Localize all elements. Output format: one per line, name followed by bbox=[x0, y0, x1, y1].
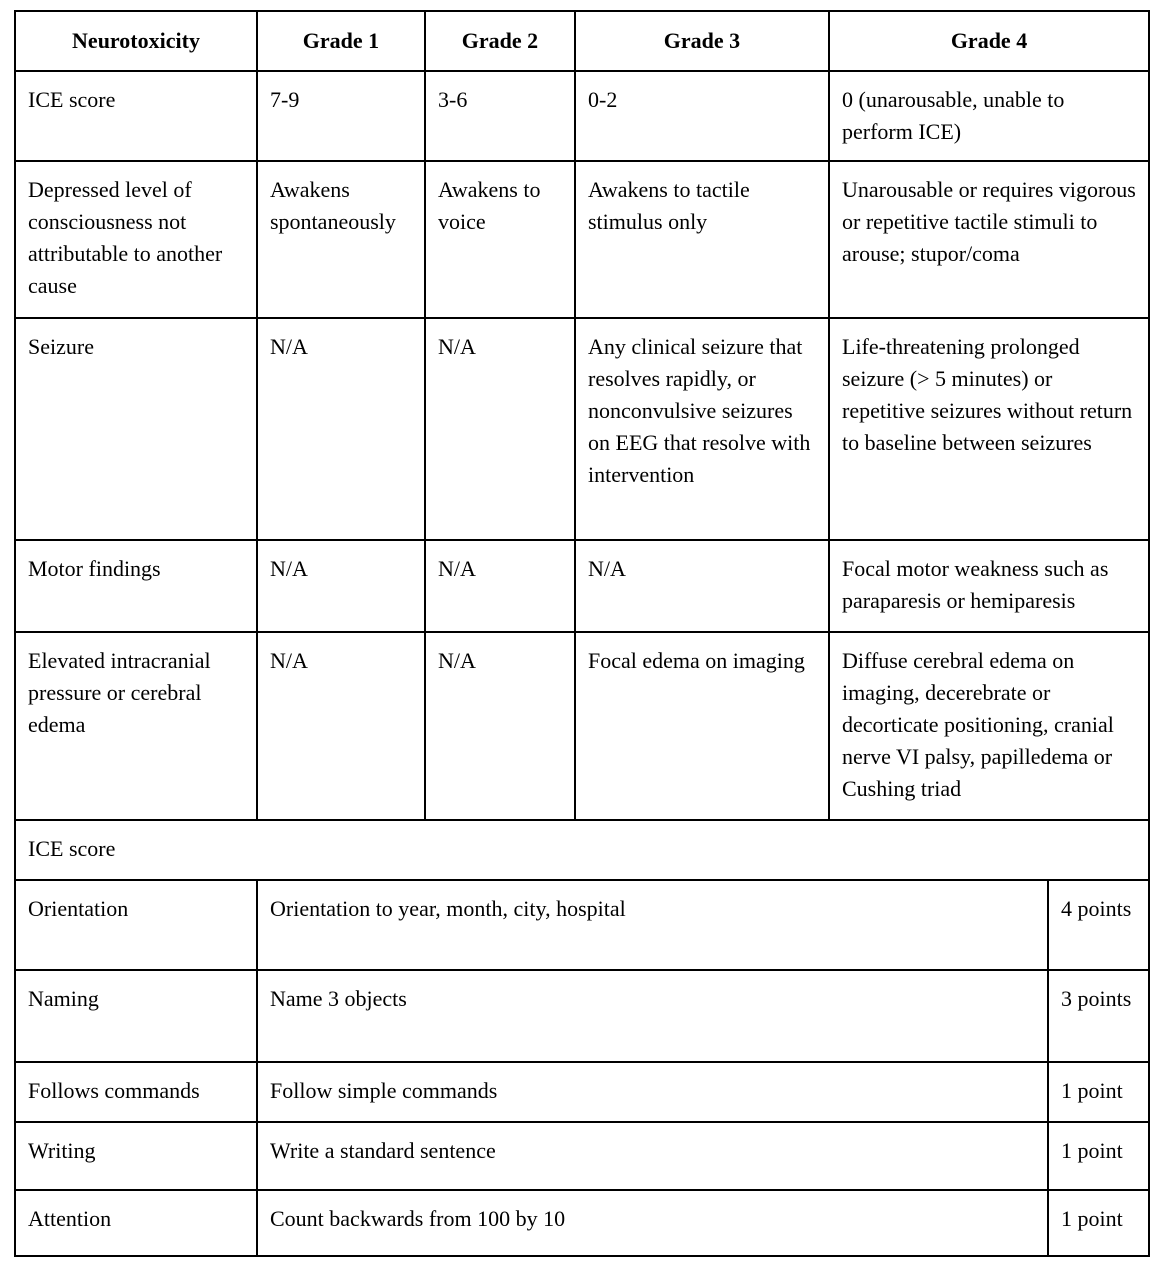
grade-4-cell: Life-threatening prolonged seizure (> 5 minutes) or repetitive seizures without return to baseline between seizures bbox=[829, 318, 1149, 540]
table-row bbox=[15, 1190, 1149, 1256]
grade-1-cell: N/A bbox=[257, 318, 425, 540]
ice-item-description: Orientation to year, month, city, hospital bbox=[257, 880, 1048, 970]
ice-item-points: 3 points bbox=[1048, 970, 1149, 1062]
grade-2-cell: 3-6 bbox=[425, 71, 575, 161]
ice-item-label: Naming bbox=[15, 970, 257, 1062]
grade-4-cell: 0 (unarousable, unable to perform ICE) bbox=[829, 71, 1149, 161]
grade-4-cell: Unarousable or requires vigorous or repetitive tactile stimuli to arouse; stupor/coma bbox=[829, 161, 1149, 318]
header-neurotoxicity: Neurotoxicity bbox=[15, 11, 257, 71]
grade-3-cell: Any clinical seizure that resolves rapidly, or nonconvulsive seizures on EEG that resolve with intervention bbox=[575, 318, 829, 540]
grade-3-cell: Focal edema on imaging bbox=[575, 632, 829, 820]
ice-item-points: 1 point bbox=[1048, 1062, 1149, 1122]
grade-1-cell: Awakens spontaneously bbox=[257, 161, 425, 318]
row-label: Elevated intracranial pressure or cerebral edema bbox=[15, 632, 257, 820]
header-grade-1: Grade 1 bbox=[257, 11, 425, 71]
grade-4-cell: Focal motor weakness such as paraparesis or hemiparesis bbox=[829, 540, 1149, 632]
grade-3-cell: 0-2 bbox=[575, 71, 829, 161]
grade-1-cell: N/A bbox=[257, 540, 425, 632]
table-row bbox=[15, 632, 1149, 820]
grade-4-cell: Diffuse cerebral edema on imaging, decerebrate or decorticate positioning, cranial nerve VI palsy, papilledema or Cushing triad bbox=[829, 632, 1149, 820]
header-grade-3: Grade 3 bbox=[575, 11, 829, 71]
table-row bbox=[15, 318, 1149, 540]
header-grade-4: Grade 4 bbox=[829, 11, 1149, 71]
grade-2-cell: Awakens to voice bbox=[425, 161, 575, 318]
table-row bbox=[15, 970, 1149, 1062]
row-label: Seizure bbox=[15, 318, 257, 540]
grade-2-cell: N/A bbox=[425, 540, 575, 632]
ice-item-label: Writing bbox=[15, 1122, 257, 1190]
ice-item-label: Follows commands bbox=[15, 1062, 257, 1122]
ice-item-description: Write a standard sentence bbox=[257, 1122, 1048, 1190]
grade-3-cell: Awakens to tactile stimulus only bbox=[575, 161, 829, 318]
ice-item-description: Follow simple commands bbox=[257, 1062, 1048, 1122]
section-header-row bbox=[15, 820, 1149, 880]
ice-item-points: 1 point bbox=[1048, 1190, 1149, 1256]
ice-item-label: Orientation bbox=[15, 880, 257, 970]
grade-1-cell: 7-9 bbox=[257, 71, 425, 161]
row-label: ICE score bbox=[15, 71, 257, 161]
ice-item-points: 4 points bbox=[1048, 880, 1149, 970]
table-row bbox=[15, 540, 1149, 632]
grade-1-cell: N/A bbox=[257, 632, 425, 820]
header-grade-2: Grade 2 bbox=[425, 11, 575, 71]
ice-item-points: 1 point bbox=[1048, 1122, 1149, 1190]
table-row bbox=[15, 71, 1149, 161]
table-row bbox=[15, 880, 1149, 970]
ice-item-description: Count backwards from 100 by 10 bbox=[257, 1190, 1048, 1256]
grade-2-cell: N/A bbox=[425, 632, 575, 820]
table-row bbox=[15, 161, 1149, 318]
row-label: Depressed level of consciousness not attributable to another cause bbox=[15, 161, 257, 318]
ice-item-label: Attention bbox=[15, 1190, 257, 1256]
grade-2-cell: N/A bbox=[425, 318, 575, 540]
neurotoxicity-grading-table bbox=[14, 10, 1150, 1257]
ice-item-description: Name 3 objects bbox=[257, 970, 1048, 1062]
grade-3-cell: N/A bbox=[575, 540, 829, 632]
table-row bbox=[15, 1062, 1149, 1122]
row-label: Motor findings bbox=[15, 540, 257, 632]
header-row bbox=[15, 11, 1149, 71]
table-row bbox=[15, 1122, 1149, 1190]
ice-score-section-title: ICE score bbox=[15, 820, 1149, 880]
